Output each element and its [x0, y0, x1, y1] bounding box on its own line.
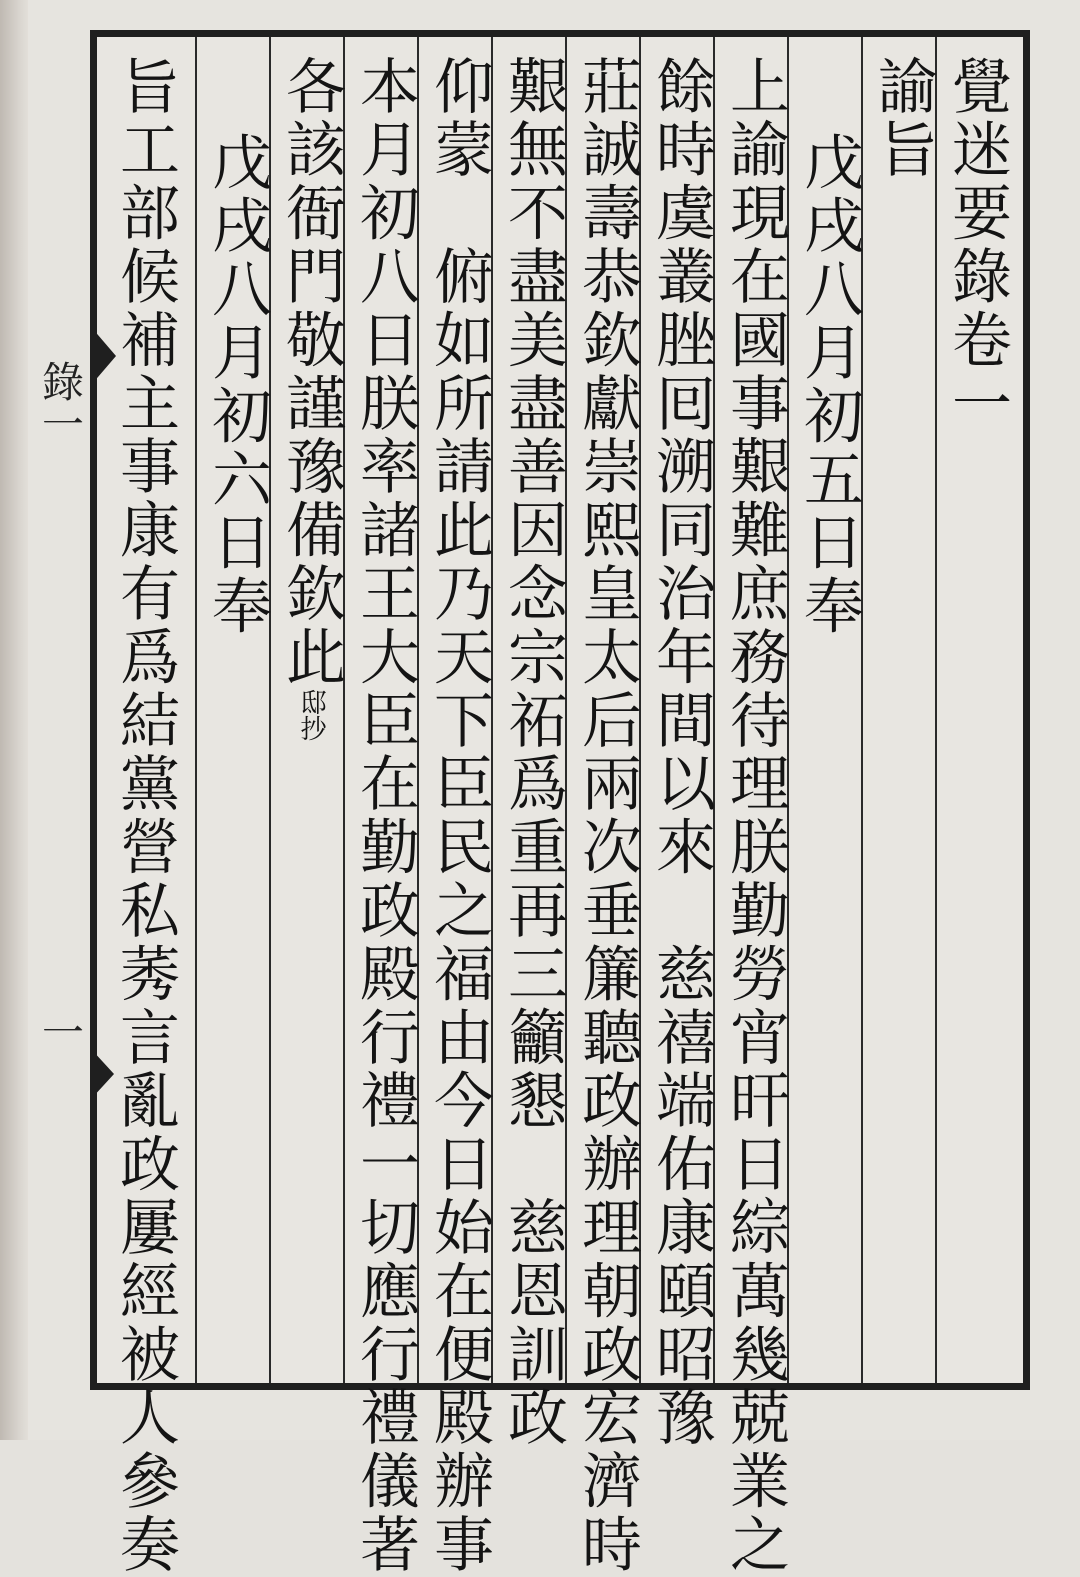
text-column: 旨工部候補主事康有爲結黨營私莠言亂政屢經被人參奏 — [110, 55, 180, 1577]
adjacent-page-edge — [0, 0, 28, 1440]
text-column: 艱無不盡美盡善因念宗祏爲重再三籲懇 慈恩訓政 — [498, 55, 568, 1450]
column-divider — [195, 37, 197, 1383]
text-column: 莊誠壽恭欽獻崇熙皇太后兩次垂簾聽政辦理朝政宏濟時 — [572, 55, 642, 1577]
text-column: 餘時虞叢脞囘溯同治年間以來 慈禧端佑康頤昭豫 — [646, 55, 716, 1450]
text-column: 仰蒙 俯如所請此乃天下臣民之福由今日始在便殿辦事 — [424, 55, 494, 1577]
text-column-with-note — [273, 55, 349, 1375]
source-note: 邸抄 — [296, 689, 326, 741]
text-column-heading: 諭旨 — [868, 55, 938, 182]
text-column-main: 各該衙門敬謹豫備欽此 — [276, 55, 346, 689]
text-column: 戊戌八月初六日奉 — [202, 131, 272, 639]
text-column: 上諭現在國事艱難庶務待理朕勤勞宵旰日綜萬幾兢業之 — [720, 55, 790, 1577]
fishtail-mark — [92, 1050, 114, 1098]
text-column: 戊戌八月初五日奉 — [794, 131, 864, 639]
fishtail-mark — [92, 328, 116, 384]
text-frame — [90, 30, 1030, 1577]
spine-page-number: 一 — [36, 1010, 85, 1052]
text-column-title: 覺迷要錄卷一 — [942, 55, 1012, 436]
text-column: 本月初八日朕率諸王大臣在勤政殿行禮一切應行禮儀著 — [350, 55, 420, 1577]
spine-volume-label: 錄一 — [36, 360, 85, 444]
